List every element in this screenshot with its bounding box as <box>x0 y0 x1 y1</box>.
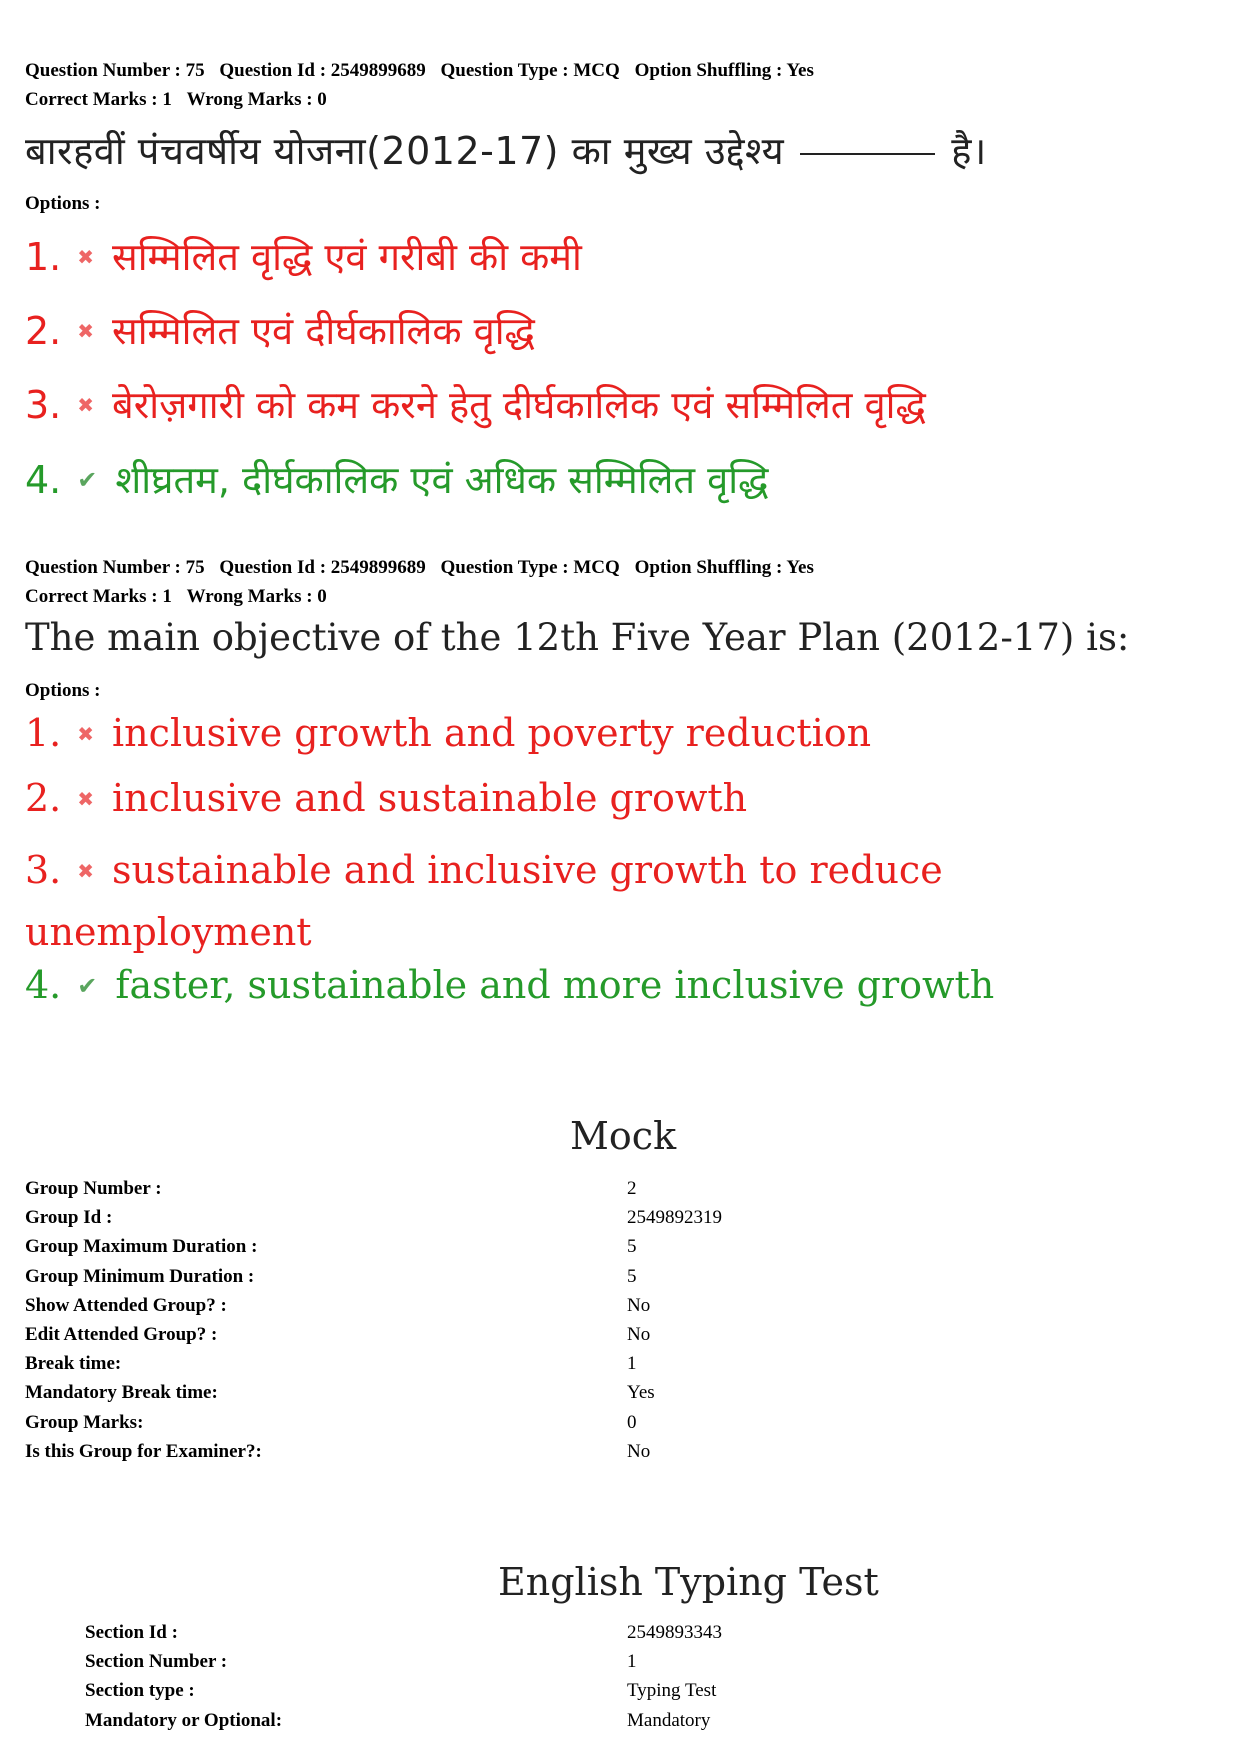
detail-label: Is this Group for Examiner?: <box>25 1440 262 1462</box>
detail-value: 2549892319 <box>627 1207 722 1229</box>
detail-label: Group Number : <box>25 1178 162 1199</box>
detail-row <box>25 1408 1125 1437</box>
detail-row <box>85 1706 1125 1735</box>
cross-icon: ✖ <box>77 318 95 343</box>
detail-value: 5 <box>627 1236 637 1258</box>
hindi-option-4 <box>25 453 768 505</box>
option-text: inclusive growth and poverty reduction <box>112 711 872 755</box>
check-icon: ✔ <box>77 465 98 494</box>
question-text-before-blank: बारहवीं पंचवर्षीय योजना(2012-17) का मुख्य उद्देश्य <box>25 129 785 173</box>
option-number: 2. <box>25 776 62 820</box>
question-number: Question Number : 75 <box>25 60 205 81</box>
option-number: 2. <box>25 309 62 353</box>
option-number: 1. <box>25 711 62 755</box>
question-id: Question Id : 2549899689 <box>219 60 426 81</box>
option-text: बेरोज़गारी को कम करने हेतु दीर्घकालिक एवं सम्मिलित वृद्धि <box>112 383 926 427</box>
detail-row <box>25 1174 1125 1203</box>
option-text: faster, sustainable and more inclusive growth <box>115 963 995 1007</box>
detail-value: No <box>627 1323 651 1345</box>
english-option-2 <box>25 776 747 820</box>
options-label: Options : <box>25 680 101 701</box>
english-option-1 <box>25 711 871 755</box>
cross-icon: ✖ <box>77 721 95 746</box>
detail-value: 2 <box>627 1178 637 1199</box>
english-question-text: The main objective of the 12th Five Year Plan (2012-17) is: <box>25 616 1130 659</box>
group-details-table <box>25 1174 1125 1466</box>
detail-row <box>25 1378 1125 1407</box>
question-text-after-blank: है। <box>951 129 987 173</box>
detail-row <box>25 1232 1125 1261</box>
detail-value: 5 <box>627 1265 637 1287</box>
cross-icon: ✖ <box>77 858 95 883</box>
option-number: 1. <box>25 235 62 279</box>
question-type: Question Type : MCQ <box>440 60 620 81</box>
option-shuffling: Option Shuffling : Yes <box>634 60 814 81</box>
option-number: 3. <box>25 848 62 892</box>
question-number: Question Number : 75 <box>25 557 205 578</box>
option-number: 4. <box>25 963 62 1007</box>
detail-value: Mandatory <box>627 1709 711 1731</box>
english-option-4 <box>25 963 994 1007</box>
detail-label: Edit Attended Group? : <box>25 1323 218 1345</box>
detail-row <box>25 1437 1125 1466</box>
hindi-option-1 <box>25 230 582 282</box>
detail-label: Group Id : <box>25 1207 113 1229</box>
detail-row <box>25 1320 1125 1349</box>
option-number: 4. <box>25 458 62 502</box>
option-text: sustainable and inclusive growth to reduce <box>112 848 943 892</box>
detail-row <box>25 1291 1125 1320</box>
detail-row <box>25 1262 1125 1291</box>
detail-row <box>85 1647 1125 1676</box>
detail-value: Typing Test <box>627 1680 717 1702</box>
option-text: सम्मिलित वृद्धि एवं गरीबी की कमी <box>112 235 582 279</box>
cross-icon: ✖ <box>77 244 95 269</box>
question-id: Question Id : 2549899689 <box>219 557 426 578</box>
detail-value: No <box>627 1440 651 1462</box>
detail-value: Yes <box>627 1382 655 1404</box>
hindi-option-2 <box>25 304 535 356</box>
detail-row <box>25 1349 1125 1378</box>
option-text-continuation: unemployment <box>25 909 312 954</box>
detail-row <box>25 1203 1125 1232</box>
english-question-meta-line2 <box>25 582 327 611</box>
option-text: शीघ्रतम, दीर्घकालिक एवं अधिक सम्मिलित वृद्धि <box>115 458 769 502</box>
group-title: Mock <box>570 1114 677 1158</box>
english-option-3 <box>25 841 943 961</box>
detail-value: 1 <box>627 1353 637 1375</box>
detail-label: Group Minimum Duration : <box>25 1265 255 1287</box>
detail-label: Section Id : <box>85 1622 178 1643</box>
wrong-marks: Wrong Marks : 0 <box>186 89 327 110</box>
wrong-marks: Wrong Marks : 0 <box>186 586 327 607</box>
hindi-question-meta-line1 <box>25 56 814 85</box>
correct-marks: Correct Marks : 1 <box>25 89 172 110</box>
question-type: Question Type : MCQ <box>440 557 620 578</box>
section-details-table <box>85 1618 1125 1735</box>
detail-label: Section Number : <box>85 1651 228 1673</box>
hindi-question-text <box>25 124 987 176</box>
detail-value: 1 <box>627 1651 637 1673</box>
option-number: 3. <box>25 383 62 427</box>
option-shuffling: Option Shuffling : Yes <box>634 557 814 578</box>
detail-row <box>85 1676 1125 1705</box>
detail-value: 0 <box>627 1411 637 1433</box>
options-label: Options : <box>25 193 101 214</box>
option-text: सम्मिलित एवं दीर्घकालिक वृद्धि <box>112 309 535 353</box>
detail-label: Group Maximum Duration : <box>25 1236 258 1258</box>
detail-row <box>85 1618 1125 1647</box>
check-icon: ✔ <box>77 971 98 1000</box>
detail-value: No <box>627 1294 651 1316</box>
detail-label: Break time: <box>25 1353 122 1375</box>
cross-icon: ✖ <box>77 392 95 417</box>
correct-marks: Correct Marks : 1 <box>25 586 172 607</box>
detail-label: Section type : <box>85 1680 195 1702</box>
detail-label: Group Marks: <box>25 1411 144 1433</box>
cross-icon: ✖ <box>77 786 95 811</box>
hindi-option-3 <box>25 378 926 430</box>
detail-label: Show Attended Group? : <box>25 1294 227 1316</box>
option-text: inclusive and sustainable growth <box>112 776 748 820</box>
detail-label: Mandatory or Optional: <box>85 1709 283 1731</box>
english-question-meta-line1 <box>25 553 814 582</box>
hindi-question-meta-line2 <box>25 85 327 114</box>
section-title: English Typing Test <box>498 1560 879 1604</box>
detail-label: Mandatory Break time: <box>25 1382 218 1404</box>
detail-value: 2549893343 <box>627 1622 722 1643</box>
answer-blank <box>800 153 935 155</box>
